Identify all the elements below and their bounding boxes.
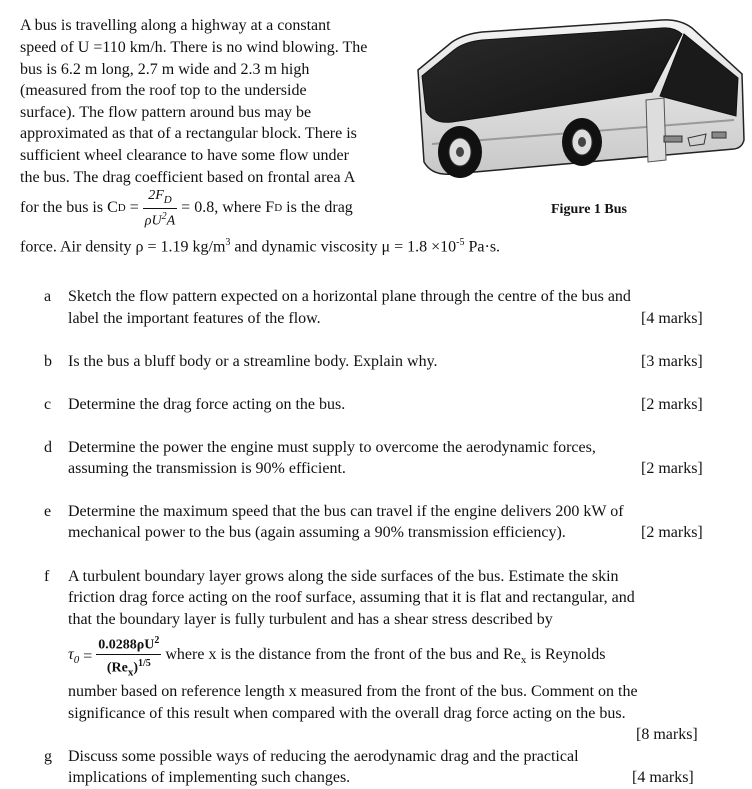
- question-g-line-2: implications of implementing such changes.: [68, 769, 351, 786]
- formula-denominator: $(Re_x)^{1/5}$: [106, 657, 151, 679]
- question-e-letter: e: [44, 503, 52, 520]
- question-f-line-1: A turbulent boundary layer grows along the side surfaces of the bus. Estimate the skin: [68, 568, 619, 585]
- question-a-marks: [4 marks]: [641, 310, 703, 327]
- question-a-line-2: label the important features of the flow.: [68, 310, 321, 327]
- intro-line-8: the bus. The drag coefficient based on frontal area A: [20, 169, 356, 186]
- front-wheel: [562, 118, 602, 166]
- shear-stress-fraction: [96, 632, 161, 681]
- question-f-letter: f: [44, 568, 50, 585]
- question-b-letter: b: [44, 353, 52, 370]
- question-e-line-2: mechanical power to the bus (again assuming a 90% transmission efficiency).: [68, 524, 566, 541]
- question-c-letter: c: [44, 396, 52, 413]
- question-g-line-1: Discuss some possible ways of reducing the aerodynamic drag and the practical: [68, 748, 579, 765]
- bus-illustration: [412, 12, 748, 194]
- question-e-marks: [2 marks]: [641, 524, 703, 541]
- intro-line-6: approximated as that of a rectangular block. There is: [20, 125, 357, 142]
- cd-denominator: $\rho U^2A$: [144, 210, 176, 229]
- question-d-line-1: Determine the power the engine must supply to overcome the aerodynamic forces,: [68, 439, 596, 456]
- question-b-marks: [3 marks]: [641, 353, 703, 370]
- question-d-marks: [2 marks]: [641, 460, 703, 477]
- formula-numerator: $0.0288\rho U^2$: [96, 632, 161, 655]
- question-f-line-3: that the boundary layer is fully turbulent and has a shear stress described by: [68, 611, 553, 628]
- question-g-letter: g: [44, 748, 52, 765]
- intro-line-1: A bus is travelling along a highway at a constant: [20, 17, 331, 34]
- intro-line-10: force. Air density ρ = 1.19 $kg/m^3$ and dynamic viscosity $\mu = 1.8 \times 10^{-5}$ Pa·s.: [20, 237, 501, 256]
- question-f-line-4: number based on reference length x measured from the front of the bus. Comment on the: [68, 683, 638, 700]
- shear-stress-formula: [68, 632, 605, 681]
- cd-subscript: D: [117, 202, 126, 215]
- question-f-marks: [8 marks]: [636, 726, 698, 743]
- question-d-letter: d: [44, 439, 52, 456]
- intro-line-4: (measured from the roof top to the underside: [20, 82, 307, 99]
- question-c-line-1: Determine the drag force acting on the bus.: [68, 396, 346, 413]
- intro-line-5: surface). The flow pattern around bus may be: [20, 104, 312, 121]
- question-f-line-2: friction drag force acting on the roof surface, assuming that it is flat and rectangular, and: [68, 589, 635, 606]
- figure-caption: Figure 1 Bus: [551, 202, 627, 217]
- intro-line-9-pre: for the bus is C: [20, 199, 118, 217]
- intro-line-9-post: = 0.8, where F: [177, 199, 275, 217]
- question-f-line-5: significance of this result when compared with the overall drag force acting on the bus.: [68, 705, 626, 722]
- intro-line-3: bus is 6.2 m long, 2.7 m wide and 2.3 m high: [20, 61, 310, 78]
- formula-explanation: where x is the distance from the front of the bus and $Re_x$ is Reynolds: [165, 646, 606, 667]
- question-d-line-2: assuming the transmission is 90% efficient.: [68, 460, 346, 477]
- formula-equals: =: [83, 647, 93, 665]
- question-g-marks: [4 marks]: [632, 769, 694, 786]
- drag-coefficient-fraction: [143, 188, 177, 228]
- intro-line-2: speed of U =110 km/h. There is no wind blowing. The: [20, 39, 368, 56]
- question-c-marks: [2 marks]: [641, 396, 703, 413]
- question-e-line-1: Determine the maximum speed that the bus can travel if the engine delivers 200 kW of: [68, 503, 624, 520]
- drag-coefficient-line: [20, 188, 353, 228]
- question-a-letter: a: [44, 288, 52, 305]
- intro-line-9-tail: is the drag: [282, 199, 353, 217]
- intro-line-7: sufficient wheel clearance to have some flow under: [20, 147, 349, 164]
- cd-equals: =: [125, 199, 143, 217]
- fd-subscript: D: [274, 202, 283, 215]
- question-a-line-1: Sketch the flow pattern expected on a horizontal plane through the centre of the bus and: [68, 288, 631, 305]
- question-b-line-1: Is the bus a bluff body or a streamline body. Explain why.: [68, 353, 438, 370]
- rear-wheel: [438, 126, 482, 178]
- tau-symbol: $\tau_0$: [68, 646, 80, 667]
- cd-numerator: $2F_D$: [143, 188, 177, 209]
